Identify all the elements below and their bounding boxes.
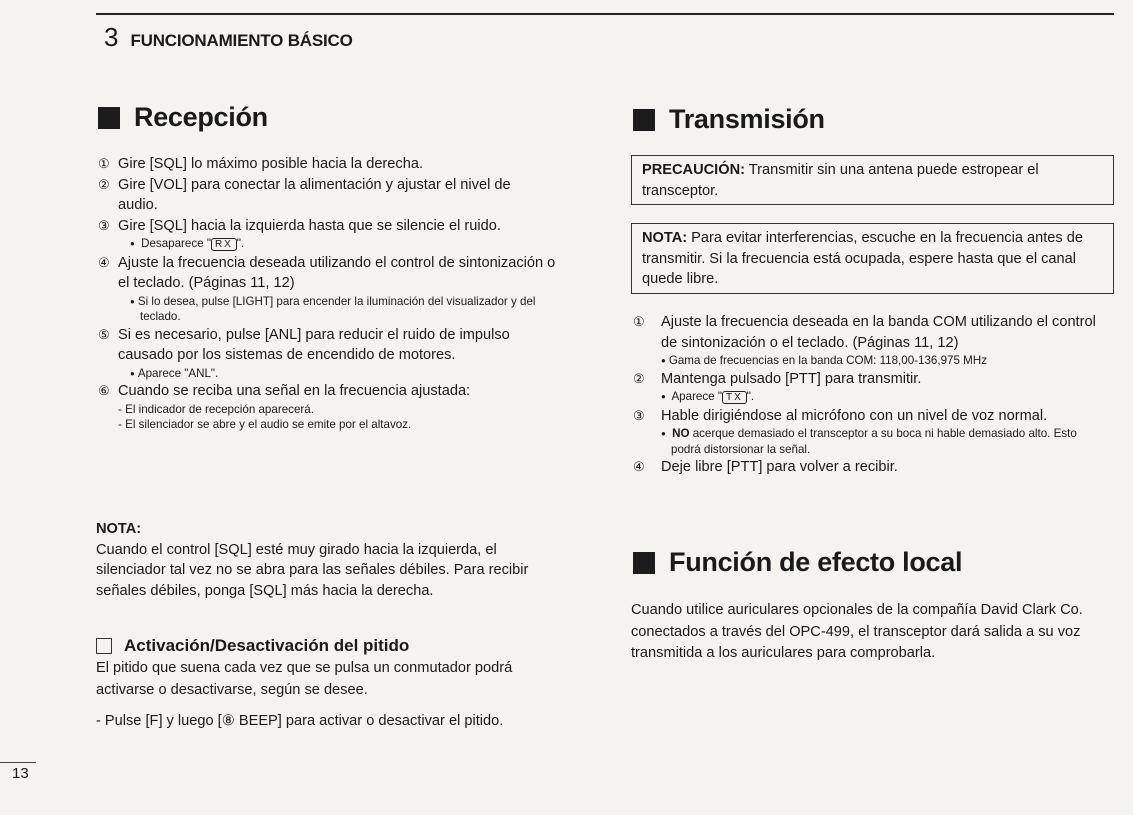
reception-note (96, 519, 566, 601)
beep-text: El pitido que suena cada vez que se pulsa un conmutador podrá activarse o desactivarse, según se desee. (96, 659, 513, 698)
reception-step (98, 253, 568, 294)
heading-square-icon (633, 552, 655, 574)
reception-step (98, 216, 568, 237)
step-number: ③ (98, 217, 110, 233)
page-number: 13 (12, 765, 29, 782)
transmission-step (633, 457, 1108, 478)
step-text: Ajuste la frecuencia deseada en la banda COM utilizando el control de sintonización o el teclado. (Páginas 11, 12) (661, 314, 1096, 351)
step-text: Ajuste la frecuencia deseada utilizando el control de sintonización o el teclado. (Páginas 11, 12) (118, 254, 556, 291)
step-text: Si es necesario, pulse [ANL] para reducir el ruido de impulso causado por los sistemas de encendido de motores. (118, 326, 510, 363)
step-text: Gire [SQL] hacia la izquierda hasta que se silencie el ruido. (118, 217, 501, 234)
transmission-step (633, 369, 1108, 390)
beep-heading (96, 636, 566, 657)
anl-note: ● Aparece "ANL". (98, 366, 568, 382)
step-text: Hable dirigiéndose al micrófono con un nivel de voz normal. (661, 407, 1048, 424)
step-text: Deje libre [PTT] para volver a recibir. (661, 459, 898, 475)
transmit-note-box (631, 223, 1114, 294)
beep-section (96, 636, 566, 731)
step-number: ① (98, 156, 110, 171)
step-number: ② (98, 176, 110, 192)
sidetone-heading (633, 547, 962, 578)
reception-step (98, 154, 568, 175)
step-text: Gire [VOL] para conectar la alimentación y ajustar el nivel de audio. (118, 176, 511, 213)
rx-indicator-icon: RX (211, 238, 237, 251)
sidetone-text: Cuando utilice auriculares opcionales de la compañía David Clark Co. conectados a través del OPC-499, el transceptor dará salida a su voz transmitida a los auriculares para comprobarla. (631, 602, 1083, 661)
step-text: Cuando se reciba una señal en la frecuencia ajustada: (118, 383, 471, 399)
chapter-header (104, 22, 353, 53)
note-text: Cuando el control [SQL] esté muy girado hacia la izquierda, el silenciador tal vez no se abra para las señales débiles. Para recibir señales débiles, ponga [SQL] más hacia la derecha. (96, 541, 529, 599)
caution-text: Transmitir sin una antena puede estropear el transceptor. (642, 162, 1039, 199)
transmission-title: Transmisión (669, 104, 825, 134)
step-text: Mantenga pulsado [PTT] para transmitir. (661, 370, 922, 387)
distance-note: ● NO acerque demasiado el transceptor a su boca ni hable demasiado alto. Esto podrá distorsionar la señal. (633, 426, 1108, 457)
sidetone-title: Función de efecto local (669, 547, 963, 577)
step-number: ④ (633, 459, 645, 474)
note-label: NOTA: (96, 521, 142, 537)
reception-steps (98, 154, 568, 433)
heading-square-icon (633, 109, 655, 131)
reception-step (98, 175, 568, 216)
step-number: ③ (633, 407, 645, 423)
chapter-title: FUNCIONAMIENTO BÁSICO (130, 31, 353, 50)
page-number-rule (0, 762, 36, 763)
step-number: ④ (98, 254, 110, 270)
caution-box (631, 155, 1114, 205)
light-note: ● Si lo desea, pulse [LIGHT] para encender la iluminación del visualizador y del teclado. (98, 294, 568, 325)
reception-step (98, 381, 568, 402)
header-rule (96, 13, 1114, 15)
transmission-steps (633, 312, 1108, 478)
beep-title: Activación/Desactivación del pitido (124, 636, 410, 655)
squelch-open-note: - El silenciador se abre y el audio se emite por el altavoz. (118, 418, 412, 431)
step-text: Gire [SQL] lo máximo posible hacia la derecha. (118, 156, 423, 172)
reception-step (98, 325, 568, 366)
note-label: NOTA: (642, 230, 688, 246)
tx-note: ● Aparece " TX ". (633, 389, 1108, 406)
rx-note: ● Desaparece " RX ". (98, 236, 568, 253)
transmission-step (633, 406, 1108, 427)
beep-step: - Pulse [F] y luego [⑧ BEEP] para activar o desactivar el pitido. (96, 712, 504, 729)
receive-indicator-note: - El indicador de recepción aparecerá. (118, 402, 314, 416)
reception-title: Recepción (134, 102, 268, 132)
caution-label: PRECAUCIÓN: (642, 162, 745, 178)
subsection-checkbox-icon (96, 638, 112, 654)
transmission-heading (633, 104, 825, 135)
step-number: ② (633, 370, 645, 386)
tx-indicator-icon: TX (722, 391, 747, 404)
transmission-step (633, 312, 1108, 353)
range-note: ● Gama de frecuencias en la banda COM: 118,00-136,975 MHz (633, 353, 1108, 369)
note-text: Para evitar interferencias, escuche en la frecuencia antes de transmitir. Si la frecuencia está ocupada, espere hasta que el canal quede libre. (642, 230, 1084, 287)
chapter-number: 3 (104, 22, 119, 52)
step-number: ⑤ (98, 326, 110, 342)
heading-square-icon (98, 107, 120, 129)
reception-heading (98, 102, 268, 133)
step-number: ① (633, 314, 645, 329)
step-number: ⑥ (98, 383, 110, 398)
